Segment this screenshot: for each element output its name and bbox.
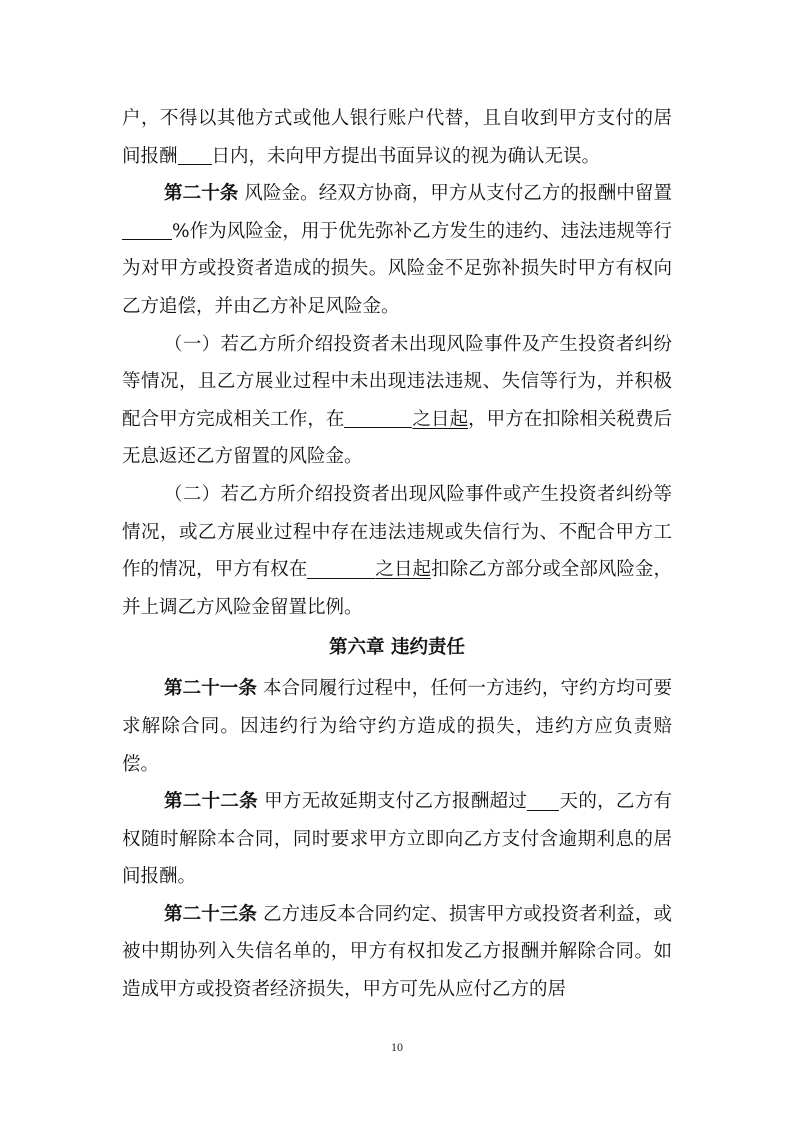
article-title: 第二十条 [164,183,239,205]
article-text: 风险金。经双方协商，甲方从支付乙方的报酬中留置 [238,183,672,205]
article-21 [122,670,672,783]
page-number: 10 [391,1040,403,1054]
body-text [122,100,672,1009]
paragraph-continuation [122,100,672,175]
clause-text: 扣除乙方部分或全部风险金，并上调乙方风险金留置比例。 [122,559,672,618]
clause-text: （二）若乙方所介绍投资者出现风险事件或产生投资者纠纷等情况，或乙方展业过程中存在违法违规或失信行为、不配合甲方工作的情况，甲方有权在 [122,483,672,581]
paragraph-text: 户，不得以其他方式或他人银行账户代替，且自收到甲方支付的居间报酬 [122,108,672,167]
article-title: 第二十一条 [164,678,257,700]
article-text: 天的，乙方有权随时解除本合同，同时要求甲方立即向乙方支付含逾期利息的居间报酬。 [122,791,672,888]
article-text: %作为风险金，用于优先弥补乙方发生的违约、违法违规等行为对甲方或投资者造成的损失。风险金不足弥补损失时甲方有权向乙方追偿，并由乙方补足风险金。 [122,220,672,317]
underlined-text: 之日起 [412,408,469,430]
article-title: 第二十三条 [164,903,257,925]
article-23 [122,896,672,1009]
blank-days [527,790,559,810]
article-22 [122,783,672,896]
article-text: 乙方违反本合同约定、损害甲方或投资者利益，或被中期协列入失信名单的，甲方有权扣发乙方报酬并解除合同。如造成甲方或投资者经济损失，甲方可先从应付乙方的居 [122,903,672,1001]
blank-percentage [122,220,172,240]
paragraph-text: 日内，未向甲方提出书面异议的视为确认无误。 [211,145,601,167]
article-text: 本合同履行过程中，任何一方违约，守约方均可要求解除合同。因违约行为给守约方造成的损失，违约方应负责赔偿。 [122,678,672,775]
clause-item-2 [122,476,672,626]
article-title: 第二十二条 [164,791,258,813]
blank-days [178,145,212,165]
clause-item-1 [122,326,672,476]
blank-date [307,558,375,578]
clause-text: ，甲方在扣除相关税费后无息返还乙方留置的风险金。 [122,408,672,468]
article-20 [122,175,672,325]
chapter-heading: 第六章 违约责任 [329,637,465,659]
clause-text: （一）若乙方所介绍投资者未出现风险事件及产生投资者纠纷等情况，且乙方展业过程中未出现违法违规、失信等行为，并积极配合甲方完成相关工作，在 [122,333,672,430]
underlined-text: 之日起 [375,559,432,581]
article-text: 甲方无故延期支付乙方报酬超过 [257,791,528,813]
blank-date [344,408,412,428]
